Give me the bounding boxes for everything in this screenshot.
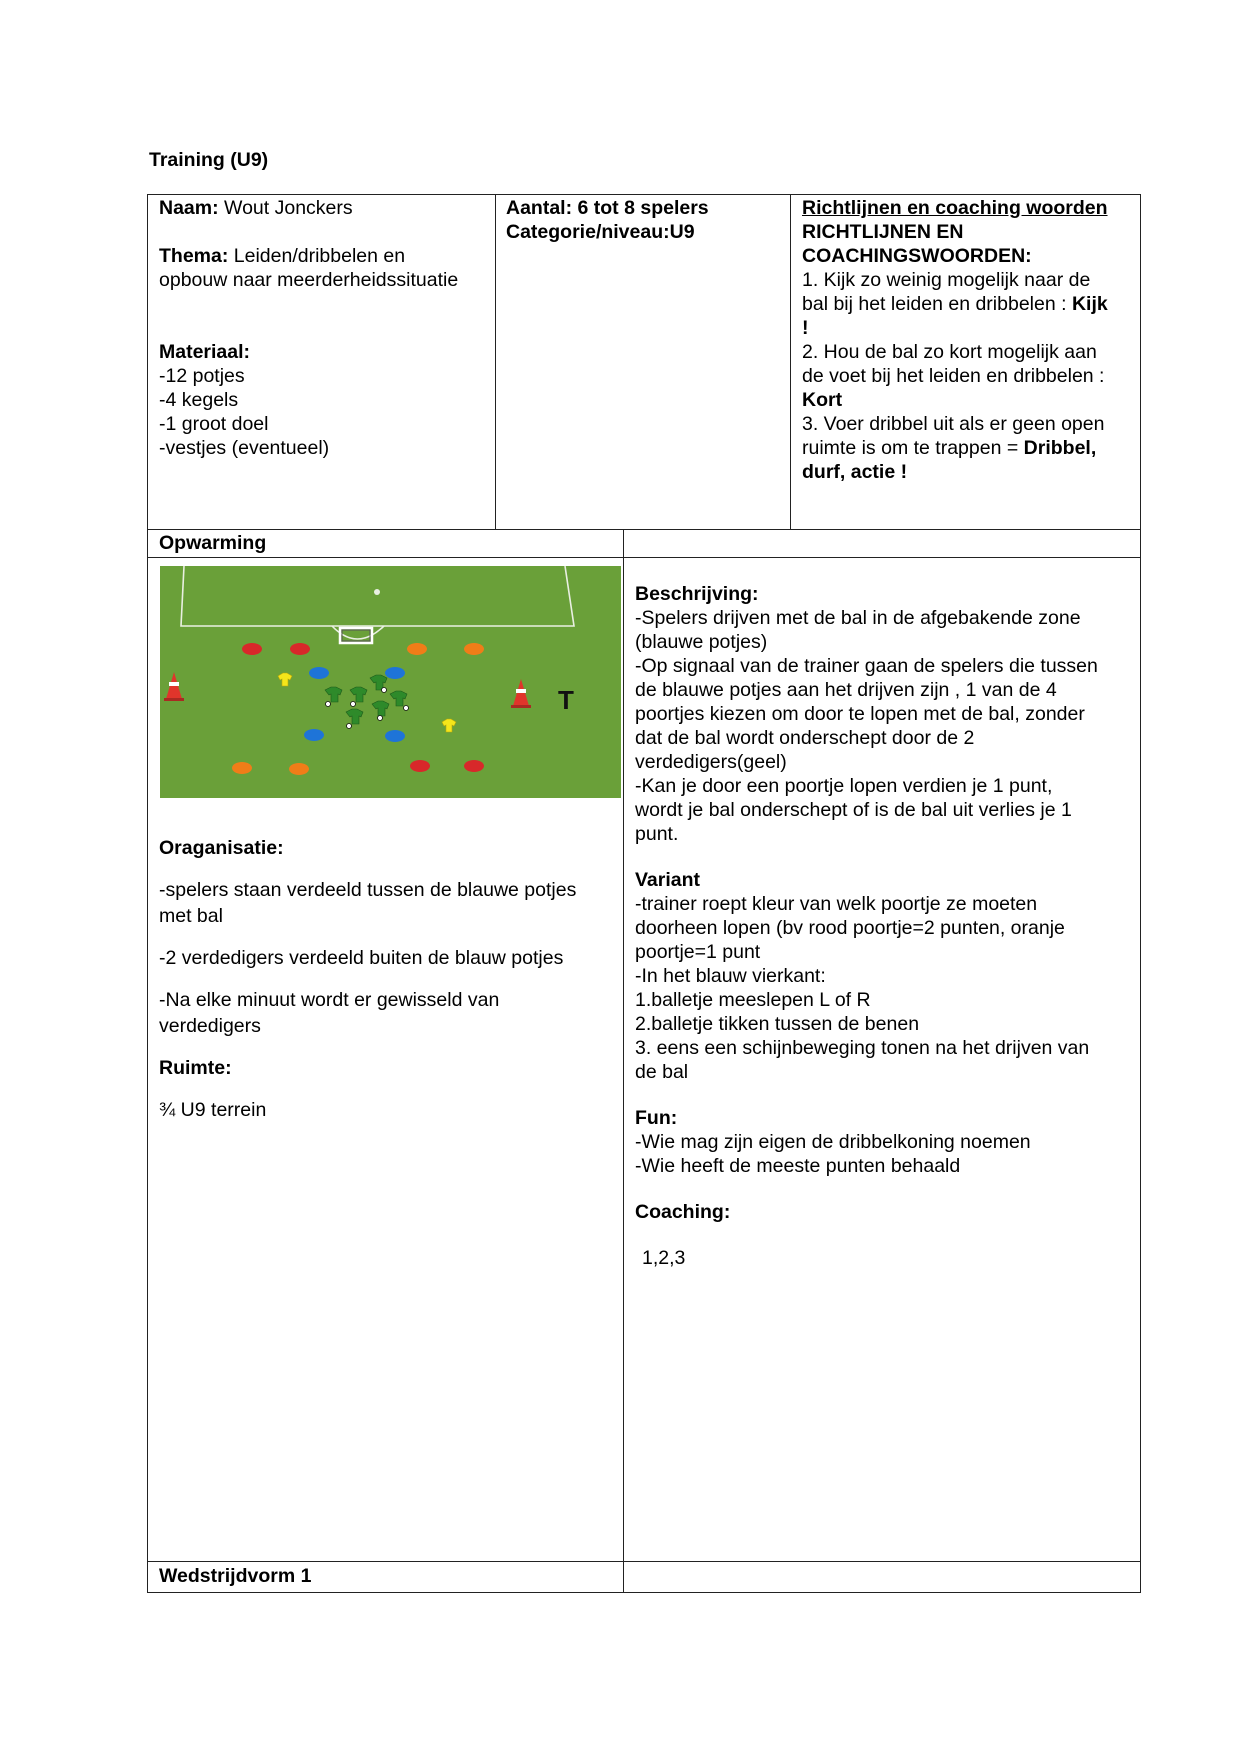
description-line: punt. [635, 823, 679, 845]
name-label: Naam: [159, 197, 219, 219]
coaching-value: 1,2,3 [642, 1247, 686, 1269]
space-value: ¾ U9 terrein [159, 1099, 267, 1121]
red-disc [410, 760, 430, 772]
description-line: -Kan je door een poortje lopen verdien je 1 punt, [635, 775, 1053, 797]
organisation-item-3a: -Na elke minuut wordt er gewisseld van [159, 989, 500, 1011]
header-col-divider-1 [495, 194, 496, 530]
guideline-3a: 3. Voer dribbel uit als er geen open [802, 413, 1105, 435]
player-count: Aantal: 6 tot 8 spelers [506, 197, 709, 219]
material-item: -1 groot doel [159, 413, 269, 435]
row-divider-3 [147, 1561, 1141, 1562]
trainer-marker: T [558, 685, 574, 715]
name-line [159, 196, 489, 220]
table-border-right [1140, 194, 1141, 1593]
ball [378, 716, 383, 721]
guideline-1b [802, 292, 1138, 316]
penalty-spot [374, 589, 380, 595]
description-line: dat de bal wordt onderschept door de 2 [635, 727, 975, 749]
fun-label: Fun: [635, 1107, 678, 1129]
ball [347, 724, 352, 729]
guideline-1a: 1. Kijk zo weinig mogelijk naar de [802, 269, 1091, 291]
category-level: Categorie/niveau:U9 [506, 221, 695, 243]
ball [326, 702, 331, 707]
guideline-3b-text: ruimte is om te trappen = [802, 437, 1024, 459]
organisation-item-1a: -spelers staan verdeeld tussen de blauwe potjes [159, 879, 577, 901]
variant-line: de bal [635, 1061, 689, 1083]
coaching-label: Coaching: [635, 1201, 731, 1223]
blue-disc [385, 667, 405, 679]
variant-line: -In het blauw vierkant: [635, 965, 826, 987]
exercise-diagram [160, 566, 621, 798]
orange-disc [289, 763, 309, 775]
description-line: verdedigers(geel) [635, 751, 787, 773]
blue-disc [385, 730, 405, 742]
material-label-text: Materiaal: [159, 341, 251, 363]
description-line: poortjes kiezen om door te lopen met de bal, zonder [635, 703, 1085, 725]
blue-disc [304, 729, 324, 741]
guideline-1-keyword: Kijk [1071, 293, 1108, 315]
variant-line: 1.balletje meeslepen L of R [635, 989, 871, 1011]
warmup-label: Opwarming [159, 532, 267, 554]
material-label [159, 340, 489, 364]
organisation-item-1b: met bal [159, 905, 223, 927]
variant-line: -trainer roept kleur van welk poortje ze moeten [635, 893, 1038, 915]
variant-line: doorheen lopen (bv rood poortje=2 punten, oranje [635, 917, 1065, 939]
header-col-divider-2 [790, 194, 791, 530]
material-item: -vestjes (eventueel) [159, 437, 330, 459]
description-label: Beschrijving: [635, 583, 759, 605]
orange-disc [464, 643, 484, 655]
guideline-3b [802, 436, 1138, 460]
trainer-info-cell [159, 196, 489, 460]
guidelines-cell [802, 196, 1138, 484]
description-line: -Op signaal van de trainer gaan de spelers die tussen [635, 655, 1098, 677]
guideline-3-keyword: Dribbel, [1023, 437, 1097, 459]
description-line: -Spelers drijven met de bal in de afgebakende zone [635, 607, 1081, 629]
name-value: Wout Jonckers [218, 197, 353, 219]
group-info-cell [506, 196, 786, 244]
theme-line-2: opbouw naar meerderheidssituatie [159, 269, 459, 291]
description-line: (blauwe potjes) [635, 631, 768, 653]
ball [382, 688, 387, 693]
orange-disc [407, 643, 427, 655]
guideline-2b: de voet bij het leiden en dribbelen : [802, 365, 1105, 387]
fun-line: -Wie heeft de meeste punten behaald [635, 1155, 961, 1177]
material-item: -12 potjes [159, 365, 245, 387]
guidelines-heading: Richtlijnen en coaching woorden [802, 197, 1108, 219]
row-divider-1 [147, 529, 1141, 530]
table-border-top [147, 194, 1141, 195]
match-form-label: Wedstrijdvorm 1 [159, 1565, 312, 1587]
description-line: wordt je bal onderschept of is de bal uit verlies je 1 [635, 799, 1072, 821]
guideline-2-keyword: Kort [802, 389, 843, 411]
ball [404, 706, 409, 711]
variant-line: 2.balletje tikken tussen de benen [635, 1013, 920, 1035]
red-disc [464, 760, 484, 772]
guideline-1b-text: bal bij het leiden en dribbelen : [802, 293, 1072, 315]
table-border-bottom [147, 1592, 1141, 1593]
organisation-item-3b: verdedigers [159, 1015, 261, 1037]
variant-line: 3. eens een schijnbeweging tonen na het drijven van [635, 1037, 1090, 1059]
organisation-item-2: -2 verdedigers verdeeld buiten de blauw potjes [159, 947, 564, 969]
space-label: Ruimte: [159, 1057, 232, 1079]
guidelines-caps-2: COACHINGSWOORDEN: [802, 245, 1032, 267]
theme-value: Leiden/dribbelen en [228, 245, 406, 267]
ball [351, 702, 356, 707]
variant-label: Variant [635, 869, 701, 891]
guidelines-caps-1: RICHTLIJNEN EN [802, 221, 964, 243]
variant-line: poortje=1 punt [635, 941, 761, 963]
table-border-left [147, 194, 148, 1593]
orange-disc [232, 762, 252, 774]
guideline-3-keyword-end: durf, actie ! [802, 461, 908, 483]
fun-line: -Wie mag zijn eigen de dribbelkoning noemen [635, 1131, 1031, 1153]
row-divider-2 [147, 557, 1141, 558]
pitch-grass [160, 566, 621, 798]
document-title: Training (U9) [149, 149, 269, 171]
blue-disc [309, 667, 329, 679]
guideline-1-keyword-end: ! [802, 317, 809, 339]
material-item: -4 kegels [159, 389, 239, 411]
red-disc [242, 643, 262, 655]
description-line: de blauwe potjes aan het drijven zijn , 1 van de 4 [635, 679, 1057, 701]
organisation-label: Oraganisatie: [159, 837, 284, 859]
red-disc [290, 643, 310, 655]
guideline-2a: 2. Hou de bal zo kort mogelijk aan [802, 341, 1097, 363]
organisation-section [159, 835, 614, 1123]
description-section [635, 582, 1135, 1270]
theme-label: Thema: [159, 245, 229, 267]
theme-line [159, 244, 489, 268]
body-col-divider [623, 529, 624, 1593]
